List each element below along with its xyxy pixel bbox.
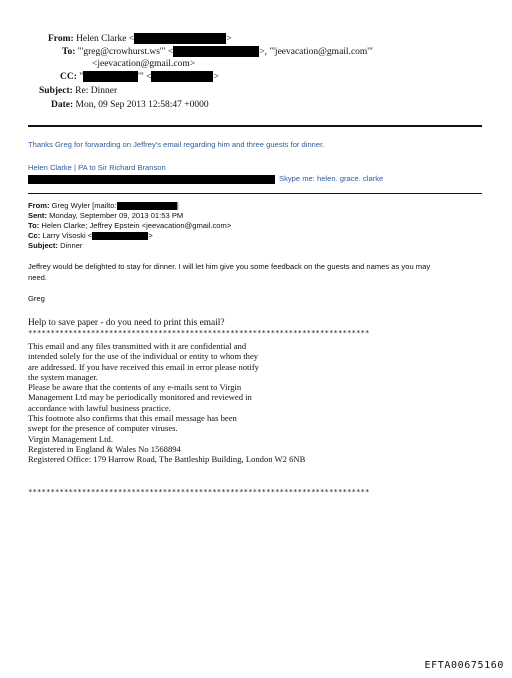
disclaimer-line: This email and any files transmitted with it are confidential and [28, 341, 247, 351]
print-notice: Help to save paper - do you need to print this email? [28, 318, 225, 328]
disclaimer-line: Management Ltd may be periodically monitored and reviewed in [28, 392, 252, 403]
fwd-sent-value: Monday, September 09, 2013 01:53 PM [49, 211, 184, 220]
fwd-signoff: Greg [28, 294, 45, 303]
email-header-to-cont [92, 58, 195, 70]
redaction-box [92, 232, 148, 240]
fwd-subject-label: Subject: [28, 241, 58, 250]
fwd-cc-label: Cc: [28, 231, 41, 240]
redaction-box [83, 71, 138, 82]
fwd-subject-value: Dinner [60, 241, 83, 250]
to-value-2: >, "'jeevacation@gmail.com'" [259, 47, 373, 57]
fwd-from-value: Greg Wyler [mailto: [51, 201, 117, 210]
reply-message: Thanks Greg for forwarding on Jeffrey's email regarding him and three guests for dinner. [28, 140, 325, 149]
reply-divider [28, 193, 482, 194]
fwd-subject [28, 241, 82, 251]
disclaimer-line: Registered Office: 179 Harrow Road, The Battleship Building, London W2 6NB [28, 454, 306, 465]
to-value-1: "'greg@crowhurst.ws'" < [77, 47, 174, 57]
fwd-body-line-1: Jeffrey would be delighted to stay for dinner. I will let him give you some feedback on the guests and names as you may [28, 262, 431, 271]
cc-label: CC: [60, 72, 77, 82]
email-header-to [62, 46, 373, 58]
subject-label: Subject: [39, 86, 73, 96]
stars-divider-top: **************************************************************************** [28, 328, 370, 337]
disclaimer-line: Virgin Management Ltd. [28, 433, 114, 444]
fwd-to-value: Helen Clarke; Jeffrey Epstein <jeevacation@gmail.com> [41, 221, 232, 230]
date-label: Date: [51, 100, 74, 110]
redaction-box [117, 202, 177, 210]
reply-skype: Skype me: helen. grace. clarke [279, 174, 384, 183]
disclaimer-line: This footnote also confirms that this email message has been [28, 413, 237, 424]
reply-signature: Helen Clarke | PA to Sir Richard Branson [28, 163, 166, 172]
document-id: EFTA00675160 [424, 660, 504, 671]
email-header-date [51, 99, 209, 111]
redaction-box [173, 46, 259, 57]
disclaimer-line: are addressed. If you have received this email in error please notify [28, 361, 259, 372]
fwd-to [28, 221, 231, 231]
email-header-cc: CC: " '" < > [60, 72, 219, 82]
from-value: Helen Clarke < [76, 34, 135, 44]
fwd-to-label: To: [28, 221, 40, 230]
fwd-cc: Cc: Larry Visoski < > [28, 231, 153, 240]
redaction-box [134, 33, 226, 44]
fwd-from-label: From: [28, 201, 50, 210]
disclaimer-block [28, 341, 305, 465]
header-divider [28, 125, 482, 127]
date-value: Mon, 09 Sep 2013 12:58:47 +0000 [75, 100, 209, 110]
redaction-box [151, 71, 213, 82]
from-label: From: [48, 34, 74, 44]
redaction-box [28, 175, 275, 184]
disclaimer-line: Please be aware that the contents of any e-mails sent to Virgin [28, 382, 242, 393]
disclaimer-line: the system manager. [28, 371, 98, 382]
to-label: To: [62, 47, 76, 57]
disclaimer-line: intended solely for the use of the individual or entity to whom they [28, 351, 259, 362]
fwd-from: From: Greg Wyler [mailto: ] [28, 201, 179, 210]
fwd-body-line-2: need. [28, 273, 48, 282]
disclaimer-line: accordance with lawful business practice. [28, 402, 171, 413]
fwd-cc-value: Larry Visoski < [42, 231, 93, 240]
to-value-3: <jeevacation@gmail.com> [92, 59, 196, 69]
fwd-sent [28, 211, 183, 221]
fwd-sent-label: Sent: [28, 211, 47, 220]
subject-value: Re: Dinner [75, 86, 118, 96]
email-header-from: From: Helen Clarke < > [48, 34, 232, 44]
stars-divider-bottom: **************************************************************************** [28, 487, 370, 496]
disclaimer-line: Registered in England & Wales No 1568894 [28, 443, 181, 454]
disclaimer-line: swept for the presence of computer viruses. [28, 423, 178, 434]
email-header-subject [39, 85, 117, 97]
